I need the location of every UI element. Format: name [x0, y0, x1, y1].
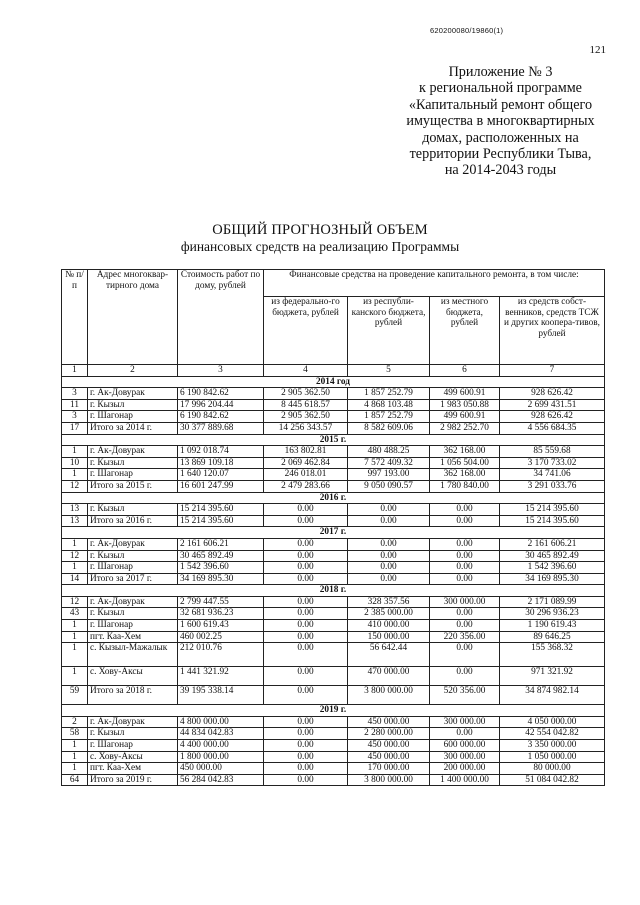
row-federal: 2 479 283.66: [264, 480, 348, 492]
row-republic: 0.00: [348, 504, 430, 516]
row-own: 15 214 395.60: [500, 504, 605, 516]
row-count: 43: [62, 608, 88, 620]
table-row: [62, 751, 605, 763]
row-own: 928 626.42: [500, 411, 605, 423]
row-count: 10: [62, 457, 88, 469]
row-address: г. Шагонар: [88, 562, 178, 574]
year-label: 2014 год: [62, 376, 605, 388]
row-federal: 246 018.01: [264, 469, 348, 481]
row-cost: 2 799 447.55: [178, 596, 264, 608]
row-republic: 0.00: [348, 515, 430, 527]
row-address: пгт. Каа-Хем: [88, 631, 178, 643]
document-code: 620200080/19860(1): [430, 26, 504, 35]
year-label: 2015 г.: [62, 434, 605, 446]
row-cost: 1 542 396.60: [178, 562, 264, 574]
row-federal: 2 069 462.84: [264, 457, 348, 469]
row-federal: 0.00: [264, 774, 348, 786]
table-row: [62, 686, 605, 705]
row-address: с. Хову-Аксы: [88, 667, 178, 686]
row-address: г. Кызыл: [88, 550, 178, 562]
row-local: 520 356.00: [430, 686, 500, 705]
year-row: [62, 527, 605, 539]
row-own: 4 050 000.00: [500, 716, 605, 728]
row-federal: 0.00: [264, 620, 348, 632]
row-republic: 3 800 000.00: [348, 774, 430, 786]
row-republic: 4 868 103.48: [348, 399, 430, 411]
row-local: 1 983 050.88: [430, 399, 500, 411]
document-title: ОБЩИЙ ПРОГНОЗНЫЙ ОБЪЕМ: [212, 222, 428, 238]
row-republic: 150 000.00: [348, 631, 430, 643]
row-local: 200 000.00: [430, 763, 500, 775]
row-count: 1: [62, 562, 88, 574]
table-row: [62, 411, 605, 423]
appendix-note: [378, 64, 623, 179]
header-num: № п/п: [62, 270, 88, 365]
row-own: 15 214 395.60: [500, 515, 605, 527]
row-local: 0.00: [430, 504, 500, 516]
table-row: [62, 562, 605, 574]
row-federal: 0.00: [264, 728, 348, 740]
row-federal: 0.00: [264, 550, 348, 562]
financing-table: [61, 269, 605, 786]
row-federal: 2 905 362.50: [264, 411, 348, 423]
header-own: из средств собст-венников, средств ТСЖ и других коопера-тивов, рублей: [500, 297, 605, 365]
row-address: г. Ак-Довурак: [88, 716, 178, 728]
appendix-line: к региональной программе: [419, 80, 582, 97]
table-row: [62, 573, 605, 585]
row-local: 300 000.00: [430, 716, 500, 728]
row-address: с. Хову-Аксы: [88, 751, 178, 763]
row-count: 58: [62, 728, 88, 740]
appendix-line: домах, расположенных на: [422, 129, 579, 146]
column-number-row: [62, 365, 605, 377]
row-republic: 7 572 409.32: [348, 457, 430, 469]
row-cost: 44 834 042.83: [178, 728, 264, 740]
row-address: г. Кызыл: [88, 504, 178, 516]
row-republic: 0.00: [348, 562, 430, 574]
row-count: 13: [62, 504, 88, 516]
row-local: 499 600.91: [430, 411, 500, 423]
row-federal: 0.00: [264, 643, 348, 667]
row-own: 1 190 619.43: [500, 620, 605, 632]
row-count: 1: [62, 643, 88, 667]
row-address: Итого за 2018 г.: [88, 686, 178, 705]
table-row: [62, 740, 605, 752]
row-count: 2: [62, 716, 88, 728]
row-local: 1 056 504.00: [430, 457, 500, 469]
row-count: 1: [62, 631, 88, 643]
row-count: 3: [62, 388, 88, 400]
column-number: 4: [264, 365, 348, 377]
row-republic: 450 000.00: [348, 740, 430, 752]
row-count: 1: [62, 469, 88, 481]
row-republic: 3 800 000.00: [348, 686, 430, 705]
row-cost: 16 601 247.99: [178, 480, 264, 492]
row-count: 64: [62, 774, 88, 786]
row-republic: 328 357.56: [348, 596, 430, 608]
row-count: 1: [62, 538, 88, 550]
row-federal: 0.00: [264, 596, 348, 608]
table-row: [62, 504, 605, 516]
table-row: [62, 608, 605, 620]
row-republic: 0.00: [348, 573, 430, 585]
row-federal: 0.00: [264, 751, 348, 763]
table-row: [62, 643, 605, 667]
year-label: 2019 г.: [62, 705, 605, 717]
row-address: г. Кызыл: [88, 399, 178, 411]
row-own: 51 084 042.82: [500, 774, 605, 786]
row-cost: 2 161 606.21: [178, 538, 264, 550]
row-cost: 450 000.00: [178, 763, 264, 775]
table-row: [62, 515, 605, 527]
row-address: г. Кызыл: [88, 608, 178, 620]
row-own: 34 874 982.14: [500, 686, 605, 705]
row-republic: 450 000.00: [348, 716, 430, 728]
row-republic: 1 857 252.79: [348, 388, 430, 400]
row-own: 4 556 684.35: [500, 422, 605, 434]
row-republic: 0.00: [348, 550, 430, 562]
table-row: [62, 596, 605, 608]
row-address: пгт. Каа-Хем: [88, 763, 178, 775]
row-federal: 0.00: [264, 562, 348, 574]
year-row: [62, 492, 605, 504]
row-federal: 0.00: [264, 740, 348, 752]
row-republic: 470 000.00: [348, 667, 430, 686]
row-cost: 15 214 395.60: [178, 515, 264, 527]
row-count: 1: [62, 763, 88, 775]
column-number: 1: [62, 365, 88, 377]
table-row: [62, 457, 605, 469]
row-local: 300 000.00: [430, 596, 500, 608]
table-row: [62, 620, 605, 632]
row-count: 1: [62, 620, 88, 632]
year-row: [62, 705, 605, 717]
row-federal: 0.00: [264, 573, 348, 585]
row-own: 971 321.92: [500, 667, 605, 686]
table-row: [62, 480, 605, 492]
row-cost: 1 600 619.43: [178, 620, 264, 632]
row-own: 155 368.32: [500, 643, 605, 667]
header-federal: из федерально-го бюджета, рублей: [264, 297, 348, 365]
header-republic: из республи-канского бюджета, рублей: [348, 297, 430, 365]
row-own: 34 169 895.30: [500, 573, 605, 585]
row-cost: 212 010.76: [178, 643, 264, 667]
row-federal: 0.00: [264, 631, 348, 643]
row-republic: 450 000.00: [348, 751, 430, 763]
row-republic: 8 582 609.06: [348, 422, 430, 434]
row-federal: 14 256 343.57: [264, 422, 348, 434]
row-address: г. Шагонар: [88, 740, 178, 752]
table-row: [62, 399, 605, 411]
table-header: [62, 270, 605, 377]
row-local: 1 780 840.00: [430, 480, 500, 492]
column-number: 7: [500, 365, 605, 377]
table-row: [62, 550, 605, 562]
column-number: 6: [430, 365, 500, 377]
row-republic: 480 488.25: [348, 446, 430, 458]
row-cost: 1 092 018.74: [178, 446, 264, 458]
row-address: Итого за 2015 г.: [88, 480, 178, 492]
row-count: 12: [62, 550, 88, 562]
row-cost: 56 284 042.83: [178, 774, 264, 786]
row-local: 0.00: [430, 550, 500, 562]
header-address: Адрес многоквар-тирного дома: [88, 270, 178, 365]
year-label: 2017 г.: [62, 527, 605, 539]
row-cost: 1 441 321.92: [178, 667, 264, 686]
row-count: 1: [62, 751, 88, 763]
row-federal: 0.00: [264, 608, 348, 620]
table-row: [62, 631, 605, 643]
row-cost: 39 195 338.14: [178, 686, 264, 705]
row-own: 34 741.06: [500, 469, 605, 481]
row-republic: 9 050 090.57: [348, 480, 430, 492]
year-row: [62, 434, 605, 446]
row-own: 85 559.68: [500, 446, 605, 458]
table-row: [62, 422, 605, 434]
page-number: 121: [589, 44, 606, 56]
row-address: г. Шагонар: [88, 469, 178, 481]
table-row: [62, 388, 605, 400]
row-local: 0.00: [430, 608, 500, 620]
row-local: 499 600.91: [430, 388, 500, 400]
row-federal: 0.00: [264, 763, 348, 775]
row-count: 11: [62, 399, 88, 411]
row-count: 12: [62, 596, 88, 608]
row-local: 300 000.00: [430, 751, 500, 763]
row-count: 3: [62, 411, 88, 423]
row-count: 59: [62, 686, 88, 705]
column-number: 2: [88, 365, 178, 377]
row-cost: 4 800 000.00: [178, 716, 264, 728]
row-count: 1: [62, 740, 88, 752]
appendix-line: территории Республики Тыва,: [409, 146, 592, 163]
row-republic: 0.00: [348, 538, 430, 550]
row-cost: 15 214 395.60: [178, 504, 264, 516]
row-cost: 17 996 204.44: [178, 399, 264, 411]
row-own: 30 465 892.49: [500, 550, 605, 562]
row-own: 1 542 396.60: [500, 562, 605, 574]
row-own: 2 699 431.51: [500, 399, 605, 411]
year-row: [62, 585, 605, 597]
row-federal: 0.00: [264, 504, 348, 516]
year-label: 2016 г.: [62, 492, 605, 504]
row-federal: 0.00: [264, 686, 348, 705]
row-cost: 32 681 936.23: [178, 608, 264, 620]
row-address: Итого за 2019 г.: [88, 774, 178, 786]
table-row: [62, 716, 605, 728]
row-own: 1 050 000.00: [500, 751, 605, 763]
row-address: г. Ак-Довурак: [88, 388, 178, 400]
row-federal: 0.00: [264, 515, 348, 527]
row-republic: 997 193.00: [348, 469, 430, 481]
row-own: 3 291 033.76: [500, 480, 605, 492]
row-republic: 56 642.44: [348, 643, 430, 667]
row-local: 362 168.00: [430, 469, 500, 481]
column-number: 5: [348, 365, 430, 377]
row-count: 14: [62, 573, 88, 585]
row-address: г. Ак-Довурак: [88, 446, 178, 458]
table-row: [62, 469, 605, 481]
row-cost: 1 800 000.00: [178, 751, 264, 763]
header-finance: Финансовые средства на проведение капитального ремонта, в том числе:: [264, 270, 605, 297]
row-cost: 1 640 120.07: [178, 469, 264, 481]
row-republic: 410 000.00: [348, 620, 430, 632]
row-address: Итого за 2017 г.: [88, 573, 178, 585]
table-row: [62, 774, 605, 786]
row-address: г. Ак-Довурак: [88, 596, 178, 608]
row-local: 220 356.00: [430, 631, 500, 643]
row-local: 362 168.00: [430, 446, 500, 458]
appendix-line: «Капитальный ремонт общего: [408, 96, 593, 113]
header-cost: Стоимость работ по дому, рублей: [178, 270, 264, 365]
row-local: 0.00: [430, 667, 500, 686]
row-address: г. Кызыл: [88, 728, 178, 740]
row-republic: 1 857 252.79: [348, 411, 430, 423]
row-cost: 13 869 109.18: [178, 457, 264, 469]
row-address: с. Кызыл-Мажалык: [88, 643, 178, 667]
row-federal: 0.00: [264, 667, 348, 686]
header-local: из местного бюджета, рублей: [430, 297, 500, 365]
row-local: 0.00: [430, 643, 500, 667]
row-federal: 0.00: [264, 538, 348, 550]
row-count: 1: [62, 446, 88, 458]
document-subtitle: финансовых средств на реализацию Программы: [180, 239, 460, 254]
row-own: 30 296 936.23: [500, 608, 605, 620]
row-address: г. Кызыл: [88, 457, 178, 469]
table-row: [62, 667, 605, 686]
appendix-line: на 2014-2043 годы: [444, 162, 557, 179]
table-row: [62, 538, 605, 550]
row-count: 13: [62, 515, 88, 527]
appendix-line: Приложение № 3: [448, 64, 553, 80]
row-address: Итого за 2016 г.: [88, 515, 178, 527]
year-row: [62, 376, 605, 388]
table-row: [62, 728, 605, 740]
row-cost: 6 190 842.62: [178, 388, 264, 400]
row-own: 2 161 606.21: [500, 538, 605, 550]
column-number: 3: [178, 365, 264, 377]
row-local: 600 000.00: [430, 740, 500, 752]
table-row: [62, 446, 605, 458]
row-local: 1 400 000.00: [430, 774, 500, 786]
row-cost: 30 377 889.68: [178, 422, 264, 434]
row-local: 0.00: [430, 573, 500, 585]
row-local: 0.00: [430, 728, 500, 740]
row-republic: 170 000.00: [348, 763, 430, 775]
row-cost: 4 400 000.00: [178, 740, 264, 752]
row-count: 12: [62, 480, 88, 492]
row-federal: 163 802.81: [264, 446, 348, 458]
row-own: 42 554 042.82: [500, 728, 605, 740]
row-local: 0.00: [430, 515, 500, 527]
row-own: 3 170 733.02: [500, 457, 605, 469]
row-local: 0.00: [430, 620, 500, 632]
row-cost: 34 169 895.30: [178, 573, 264, 585]
row-own: 80 000.00: [500, 763, 605, 775]
row-address: г. Шагонар: [88, 620, 178, 632]
row-count: 1: [62, 667, 88, 686]
row-address: г. Ак-Довурак: [88, 538, 178, 550]
row-local: 0.00: [430, 562, 500, 574]
row-own: 89 646.25: [500, 631, 605, 643]
row-own: 2 171 089.99: [500, 596, 605, 608]
table-row: [62, 763, 605, 775]
row-cost: 460 002.25: [178, 631, 264, 643]
row-federal: 0.00: [264, 716, 348, 728]
row-republic: 2 280 000.00: [348, 728, 430, 740]
row-federal: 2 905 362.50: [264, 388, 348, 400]
row-republic: 2 385 000.00: [348, 608, 430, 620]
row-own: 3 350 000.00: [500, 740, 605, 752]
row-cost: 30 465 892.49: [178, 550, 264, 562]
row-count: 17: [62, 422, 88, 434]
row-local: 2 982 252.70: [430, 422, 500, 434]
row-address: Итого за 2014 г.: [88, 422, 178, 434]
row-federal: 8 445 618.57: [264, 399, 348, 411]
appendix-line: имущества в многоквартирных: [406, 113, 595, 130]
row-cost: 6 190 842.62: [178, 411, 264, 423]
row-own: 928 626.42: [500, 388, 605, 400]
year-label: 2018 г.: [62, 585, 605, 597]
table-body: [62, 376, 605, 786]
row-local: 0.00: [430, 538, 500, 550]
row-address: г. Шагонар: [88, 411, 178, 423]
